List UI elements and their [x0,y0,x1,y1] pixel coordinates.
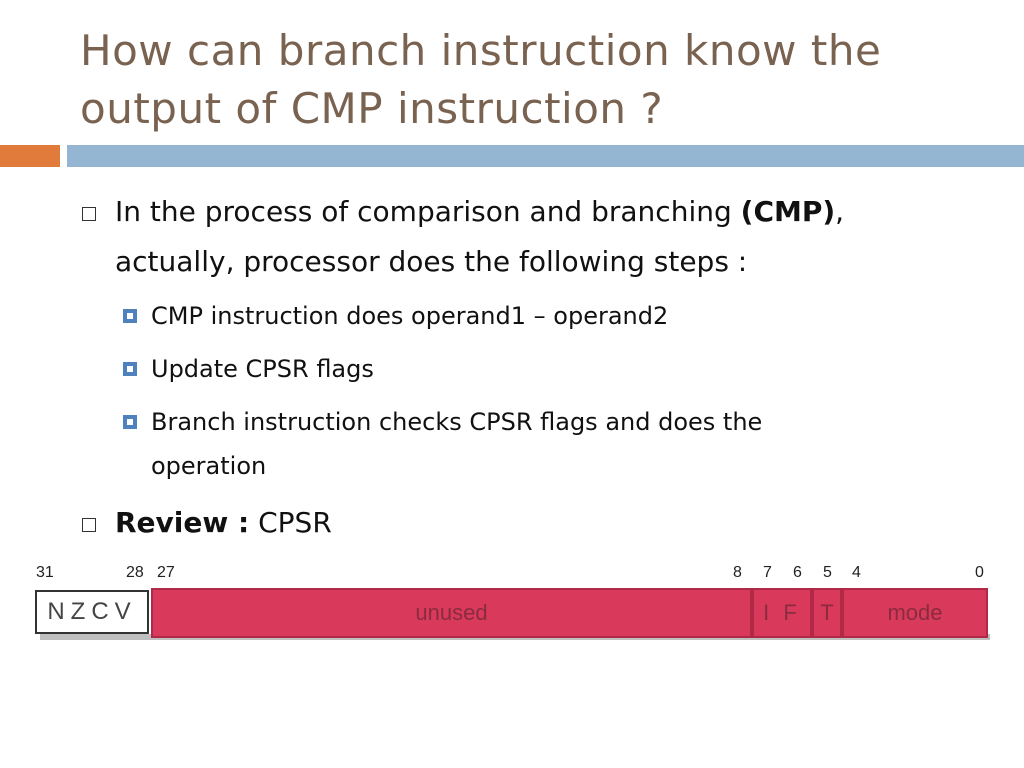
bullet-comparison-line2: actually, processor does the following steps : [115,245,748,278]
bit-label-6: 6 [793,564,802,581]
bullet-text: , [835,195,845,228]
title-accent-bar [0,145,60,167]
mode-field: mode [842,588,988,638]
sub-bullet-update-flags: Update CPSR flags [151,355,374,383]
bit-label-28: 28 [126,564,144,581]
nzcv-flags-field: NZCV [35,590,149,634]
sub-bullet-icon [123,362,137,376]
bit-label-5: 5 [823,564,832,581]
bit-label-31: 31 [36,564,54,581]
slide-title [80,22,980,138]
t-flag-field: T [812,588,842,638]
title-divider-bar [67,145,1024,167]
if-flags-field: I F [752,588,812,638]
bit-label-0: 0 [975,564,984,581]
review-text: CPSR [249,506,332,539]
bit-label-7: 7 [763,564,772,581]
review-label: Review : [115,506,250,539]
unused-field: unused [151,588,752,638]
square-bullet-icon [82,518,96,532]
sub-bullet-branch-line2: operation [151,452,267,480]
bullet-review [115,499,975,547]
sub-bullet-icon [123,309,137,323]
title-line-2: output of CMP instruction ? [80,84,664,133]
sub-bullet-icon [123,415,137,429]
bullet-bold-text: (CMP) [740,195,836,228]
sub-bullet-branch: Branch instruction checks CPSR flags and does the [151,408,763,436]
bit-label-4: 4 [852,564,861,581]
sub-bullet-cmp: CMP instruction does operand1 – operand2 [151,302,669,330]
title-line-1: How can branch instruction know the [80,26,882,75]
bit-label-27: 27 [157,564,175,581]
bullet-comparison [115,188,975,236]
bit-label-8: 8 [733,564,742,581]
square-bullet-icon [82,207,96,221]
bullet-text: In the process of comparison and branching [115,195,741,228]
